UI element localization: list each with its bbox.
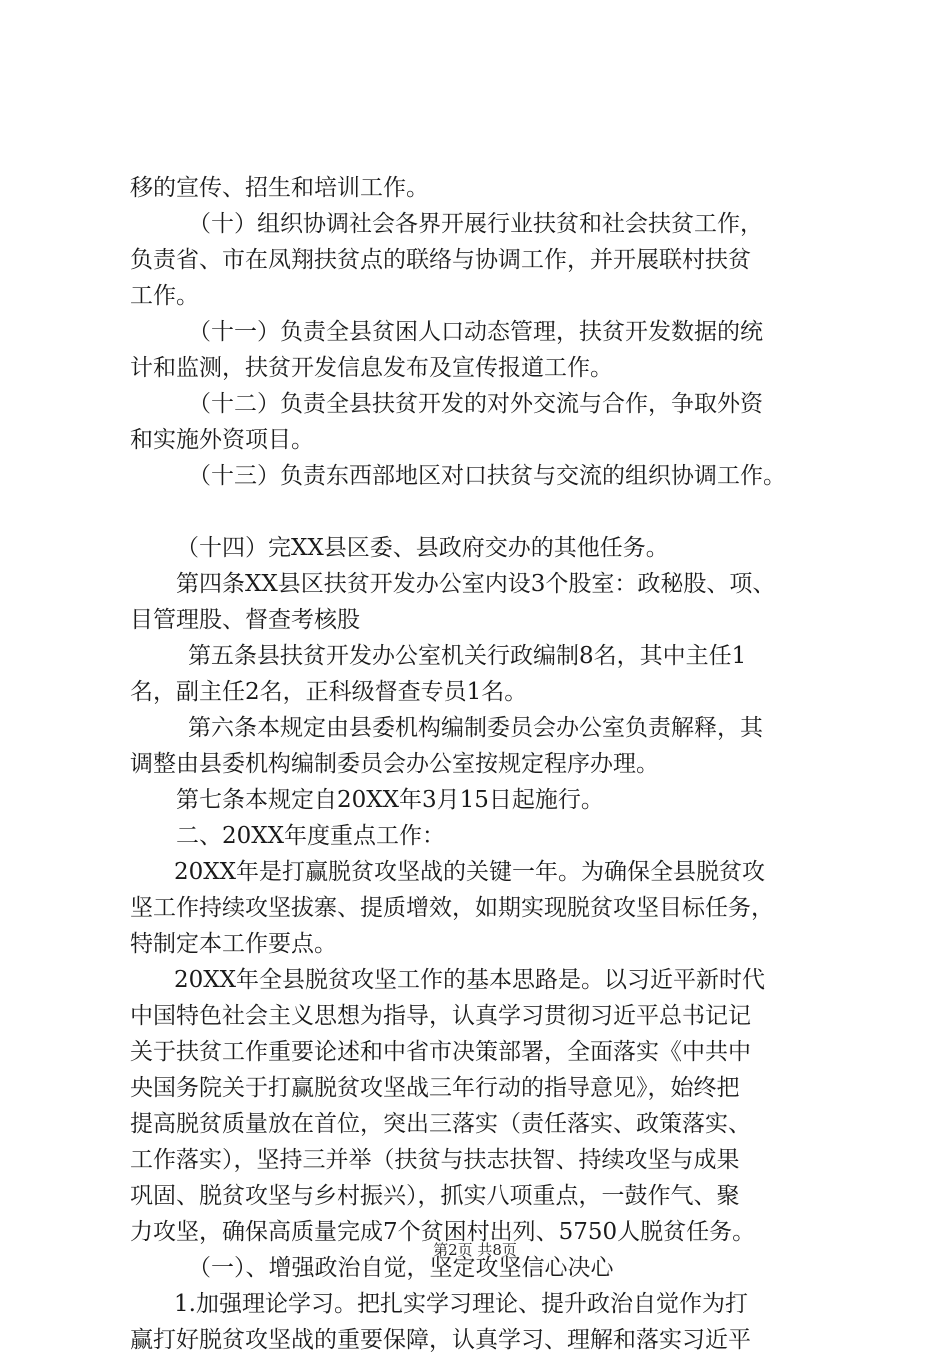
text-line: （十一）负责全县贫困人口动态管理，扶贫开发数据的统 bbox=[188, 319, 763, 345]
text-line: 名，副主任2名，正科级督查专员1名。 bbox=[130, 679, 528, 705]
text-line: 工作落实），坚持三并举（扶贫与扶志扶智、持续攻坚与成果 bbox=[130, 1147, 740, 1173]
text-line: （十四）完XX县区委、县政府交办的其他任务。 bbox=[176, 535, 669, 561]
text-line: （十二）负责全县扶贫开发的对外交流与合作，争取外资 bbox=[188, 391, 763, 417]
text-line: 力攻坚，确保高质量完成7个贫困村出列、5750人脱贫任务。 bbox=[130, 1219, 756, 1245]
text-line: 1.加强理论学习。把扎实学习理论、提升政治自觉作为打 bbox=[174, 1291, 748, 1317]
text-line: 调整由县委机构编制委员会办公室按规定程序办理。 bbox=[130, 751, 659, 777]
text-line: 第六条本规定由县委机构编制委员会办公室负责解释，其 bbox=[188, 715, 763, 741]
page-number-footer: 第2页 共8页 bbox=[433, 1241, 517, 1259]
text-line: 中国特色社会主义思想为指导，认真学习贯彻习近平总书记记 bbox=[130, 1003, 751, 1029]
text-line: 工作。 bbox=[130, 283, 199, 309]
text-line: 第四条XX县区扶贫开发办公室内设3个股室：政秘股、项、 bbox=[176, 571, 776, 597]
text-line: （十）组织协调社会各界开展行业扶贫和社会扶贫工作， bbox=[188, 211, 763, 237]
text-line: 第七条本规定自20XX年3月15日起施行。 bbox=[176, 787, 604, 813]
text-line: 20XX年全县脱贫攻坚工作的基本思路是。以习近平新时代 bbox=[174, 967, 766, 993]
text-line: 特制定本工作要点。 bbox=[130, 931, 337, 957]
text-line: 负责省、市在凤翔扶贫点的联络与协调工作，并开展联村扶贫 bbox=[130, 247, 751, 273]
text-line: 巩固、脱贫攻坚与乡村振兴），抓实八项重点，一鼓作气、聚 bbox=[130, 1183, 740, 1209]
text-line: 第五条县扶贫开发办公室机关行政编制8名，其中主任1 bbox=[188, 643, 747, 669]
text-line: 和实施外资项目。 bbox=[130, 427, 314, 453]
paragraph-gap bbox=[130, 494, 830, 530]
text-line: 央国务院关于打赢脱贫攻坚战三年行动的指导意见》，始终把 bbox=[130, 1075, 740, 1101]
text-line: （十三）负责东西部地区对口扶贫与交流的组织协调工作。 bbox=[188, 463, 786, 489]
text-line: 提高脱贫质量放在首位，突出三落实（责任落实、政策落实、 bbox=[130, 1111, 751, 1137]
text-line: 目管理股、督查考核股 bbox=[130, 607, 360, 633]
text-line: （一）、增强政治自觉，坚定攻坚信心决心 bbox=[188, 1255, 614, 1281]
text-line: 关于扶贫工作重要论述和中省市决策部署，全面落实《中共中 bbox=[130, 1039, 751, 1065]
document-body bbox=[130, 170, 830, 1358]
text-line: 赢打好脱贫攻坚战的重要保障，认真学习、理解和落实习近平 bbox=[130, 1327, 751, 1353]
text-line: 坚工作持续攻坚拔寨、提质增效，如期实现脱贫攻坚目标任务， bbox=[130, 895, 774, 921]
text-line: 计和监测，扶贫开发信息发布及宣传报道工作。 bbox=[130, 355, 613, 381]
text-line: 移的宣传、招生和培训工作。 bbox=[130, 175, 429, 201]
text-line: 二、20XX年度重点工作： bbox=[176, 823, 446, 849]
text-line: 20XX年是打赢脱贫攻坚战的关键一年。为确保全县脱贫攻 bbox=[174, 859, 766, 885]
